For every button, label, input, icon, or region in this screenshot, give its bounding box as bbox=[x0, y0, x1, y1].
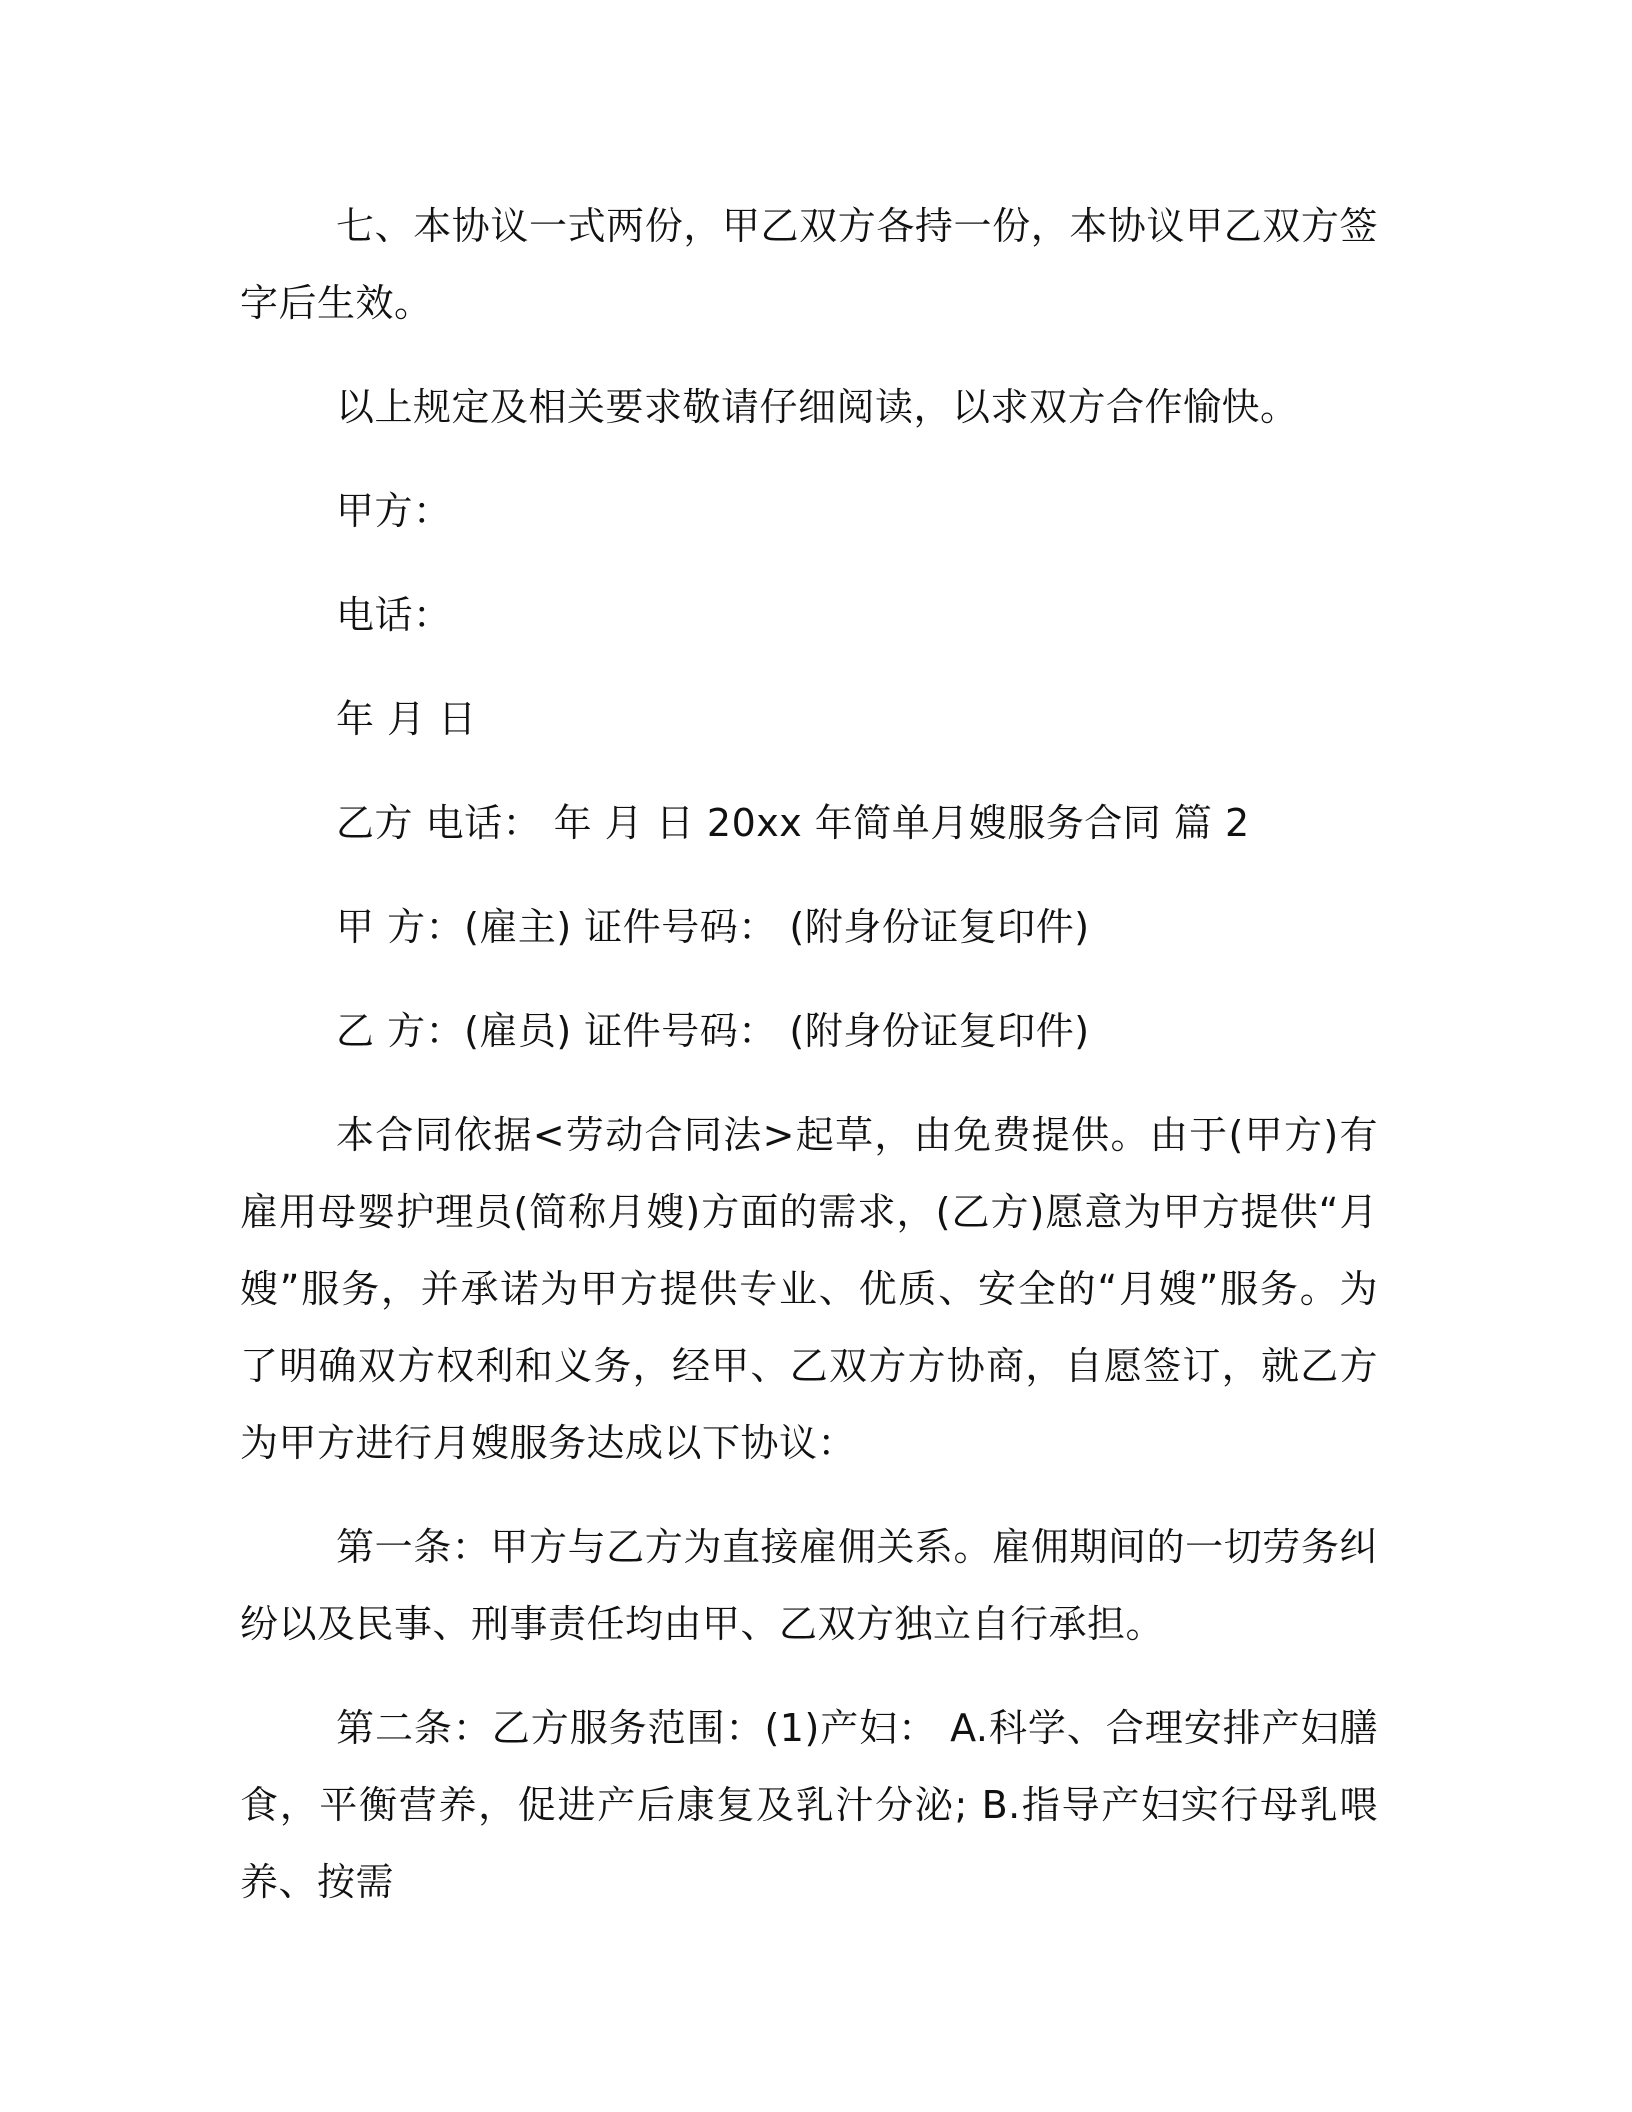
closing-remark-paragraph: 以上规定及相关要求敬请仔细阅读，以求双方合作愉快。 bbox=[336, 385, 1299, 429]
date-line: 年 月 日 bbox=[336, 697, 477, 741]
phone-label: 电话： bbox=[336, 593, 452, 637]
article-one-paragraph: 第一条：甲方与乙方为直接雇佣关系。雇佣期间的一切劳务纠纷以及民事、刑事责任均由甲、乙双方独立自行承担。 bbox=[240, 1525, 1378, 1646]
document-body bbox=[240, 188, 1378, 1921]
clause-seven-paragraph: 七、本协议一式两份，甲乙双方各持一份，本协议甲乙双方签字后生效。 bbox=[240, 204, 1378, 325]
party-a-label: 甲方： bbox=[336, 489, 452, 533]
party-a-employer-line: 甲 方：(雇主) 证件号码： (附身份证复印件) bbox=[336, 905, 1090, 949]
contract-preamble-paragraph: 本合同依据<劳动合同法>起草，由免费提供。由于(甲方)有雇用母婴护理员(简称月嫂)方面的需求，(乙方)愿意为甲方提供“月嫂”服务，并承诺为甲方提供专业、优质、安全的“月嫂”服务。为了明确双方权利和义务，经甲、乙双方方协商，自愿签订，就乙方为甲方进行月嫂服务达成以下协议： bbox=[240, 1113, 1378, 1465]
article-two-paragraph: 第二条：乙方服务范围：(1)产妇： A.科学、合理安排产妇膳食，平衡营养，促进产后康复及乳汁分泌; B.指导产妇实行母乳喂养、按需 bbox=[240, 1706, 1378, 1904]
party-b-employee-line: 乙 方：(雇员) 证件号码： (附身份证复印件) bbox=[336, 1009, 1090, 1053]
party-b-phone-date-title-line: 乙方 电话： 年 月 日 20xx 年简单月嫂服务合同 篇 2 bbox=[336, 801, 1250, 845]
